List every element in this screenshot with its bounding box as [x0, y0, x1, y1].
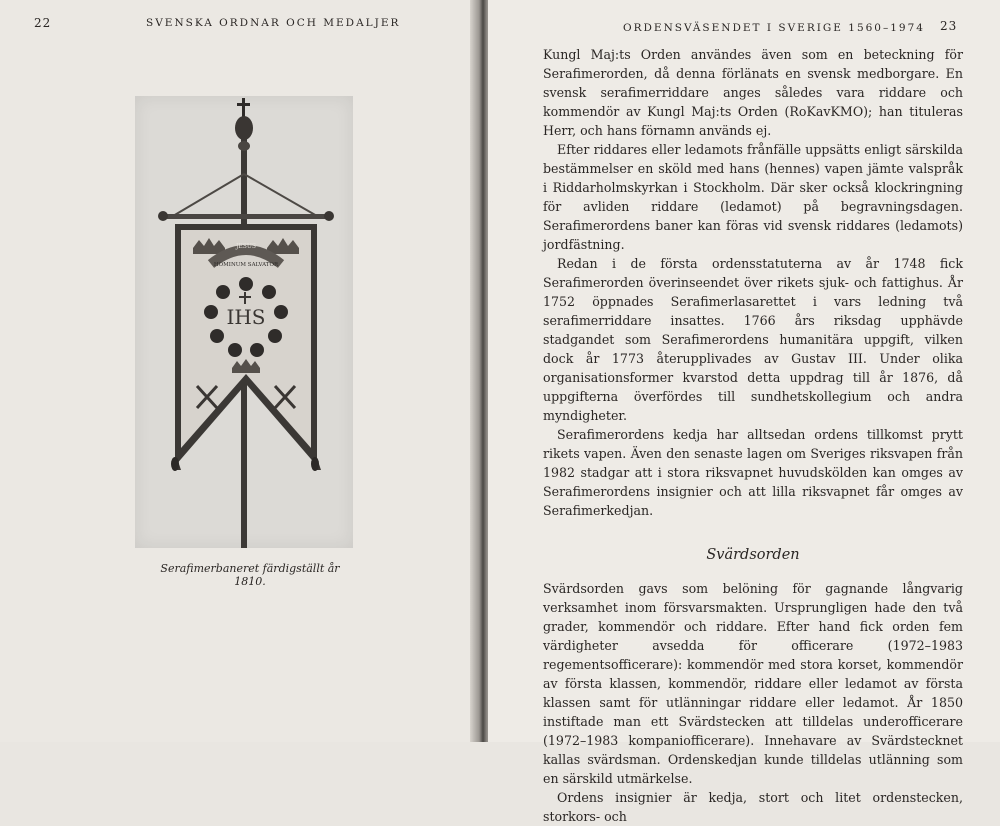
body-text: [543, 45, 963, 826]
right-page: [488, 0, 1000, 824]
banner-illustration: [135, 96, 353, 548]
paragraph: Redan i de första ordensstatuterna av år 1748 fick Serafimerorden överinseendet över rikets sjuk- och fattighus. År 1752 öppnades Serafimerlasarettet i vars ledning två serafimerriddare insattes. 1766 års riksdag upphävde stadgandet som Serafimerordens humanitära uppgift, vilken dock år 1773 återupplivades av Gustav III. Under olika organisationsformer kvarstod detta uppdrag till år 1876, då uppgifterna överfördes till sundhetskollegium och andra myndigheter.: [543, 256, 963, 423]
paragraph: Kungl Maj:ts Orden användes även som en beteckning för Serafimerorden, då denna förlänats en svensk medborgare. En svensk serafimerriddare anges således vara riddare och kommendör av Kungl Maj:ts Orden (RoKavKMO); han tituleras Herr, och hans förnamn används ej.: [543, 47, 963, 138]
banner-motto-line2: HOMINUM SALVATOR: [213, 262, 279, 268]
banner-photo: [135, 96, 353, 548]
paragraph: Efter riddares eller ledamots frånfälle uppsätts enligt särskilda bestämmelser en sköld med hans (hennes) vapen jämte valspråk i Riddarholmskyrkan i Stockholm. Där sker också klockringning för avliden riddare (ledamot) på begravningsdagen. Serafimerordens baner kan föras vid svensk riddares (ledamots) jordfästning.: [543, 142, 963, 252]
ihs-monogram: IHS: [226, 305, 266, 329]
paragraph: Ordens insignier är kedja, stort och litet ordenstecken, storkors- och: [543, 790, 963, 824]
finial-icon: [235, 116, 253, 140]
page-number-right: 23: [940, 19, 958, 33]
crossbar: [163, 214, 329, 219]
section-heading: Svärdsorden: [706, 547, 800, 563]
paragraph: Svärdsorden gavs som belöning för gagnande långvarig verksamhet inom försvarsmakten. Ursprungligen hade den två grader, kommendör och riddare. Efter hand fick orden fem värdigheter avsedda för officerare (1972–1983 regementsofficerare): kommendör med stora korset, kommendör av första klassen, kommendör, riddare eller ledamot av första klassen samt för utlänningar riddare eller ledamot. År 1850 instiftade man ett Svärdstecken att tilldelas underofficerare (1972–1983 kompaniofficerare). Innehavare av Svärdstecknet kallas svärdsman. Ordenskedjan kunde tilldelas utlänning som en särskild utmärkelse.: [543, 581, 963, 786]
paragraph: Serafimerordens kedja har alltsedan ordens tillkomst prytt rikets vapen. Även den senaste lagen om Sveriges riksvapen från 1982 stadgar att i stora riksvapnet huvudskölden kan omges av Serafimerordens insignier och att lilla riksvapnet får omges av Serafimerkedjan.: [543, 427, 963, 518]
page-number-left: 22: [34, 16, 52, 30]
banner-motto-line1: JESUS: [235, 243, 257, 250]
running-head-left: SVENSKA ORDNAR OCH MEDALJER: [146, 17, 401, 29]
figure-caption: Serafimerbaneret färdigställt år 1810.: [160, 562, 340, 588]
left-page: [0, 0, 478, 742]
running-head-right: ORDENSVÄSENDET I SVERIGE 1560–1974: [623, 22, 925, 34]
